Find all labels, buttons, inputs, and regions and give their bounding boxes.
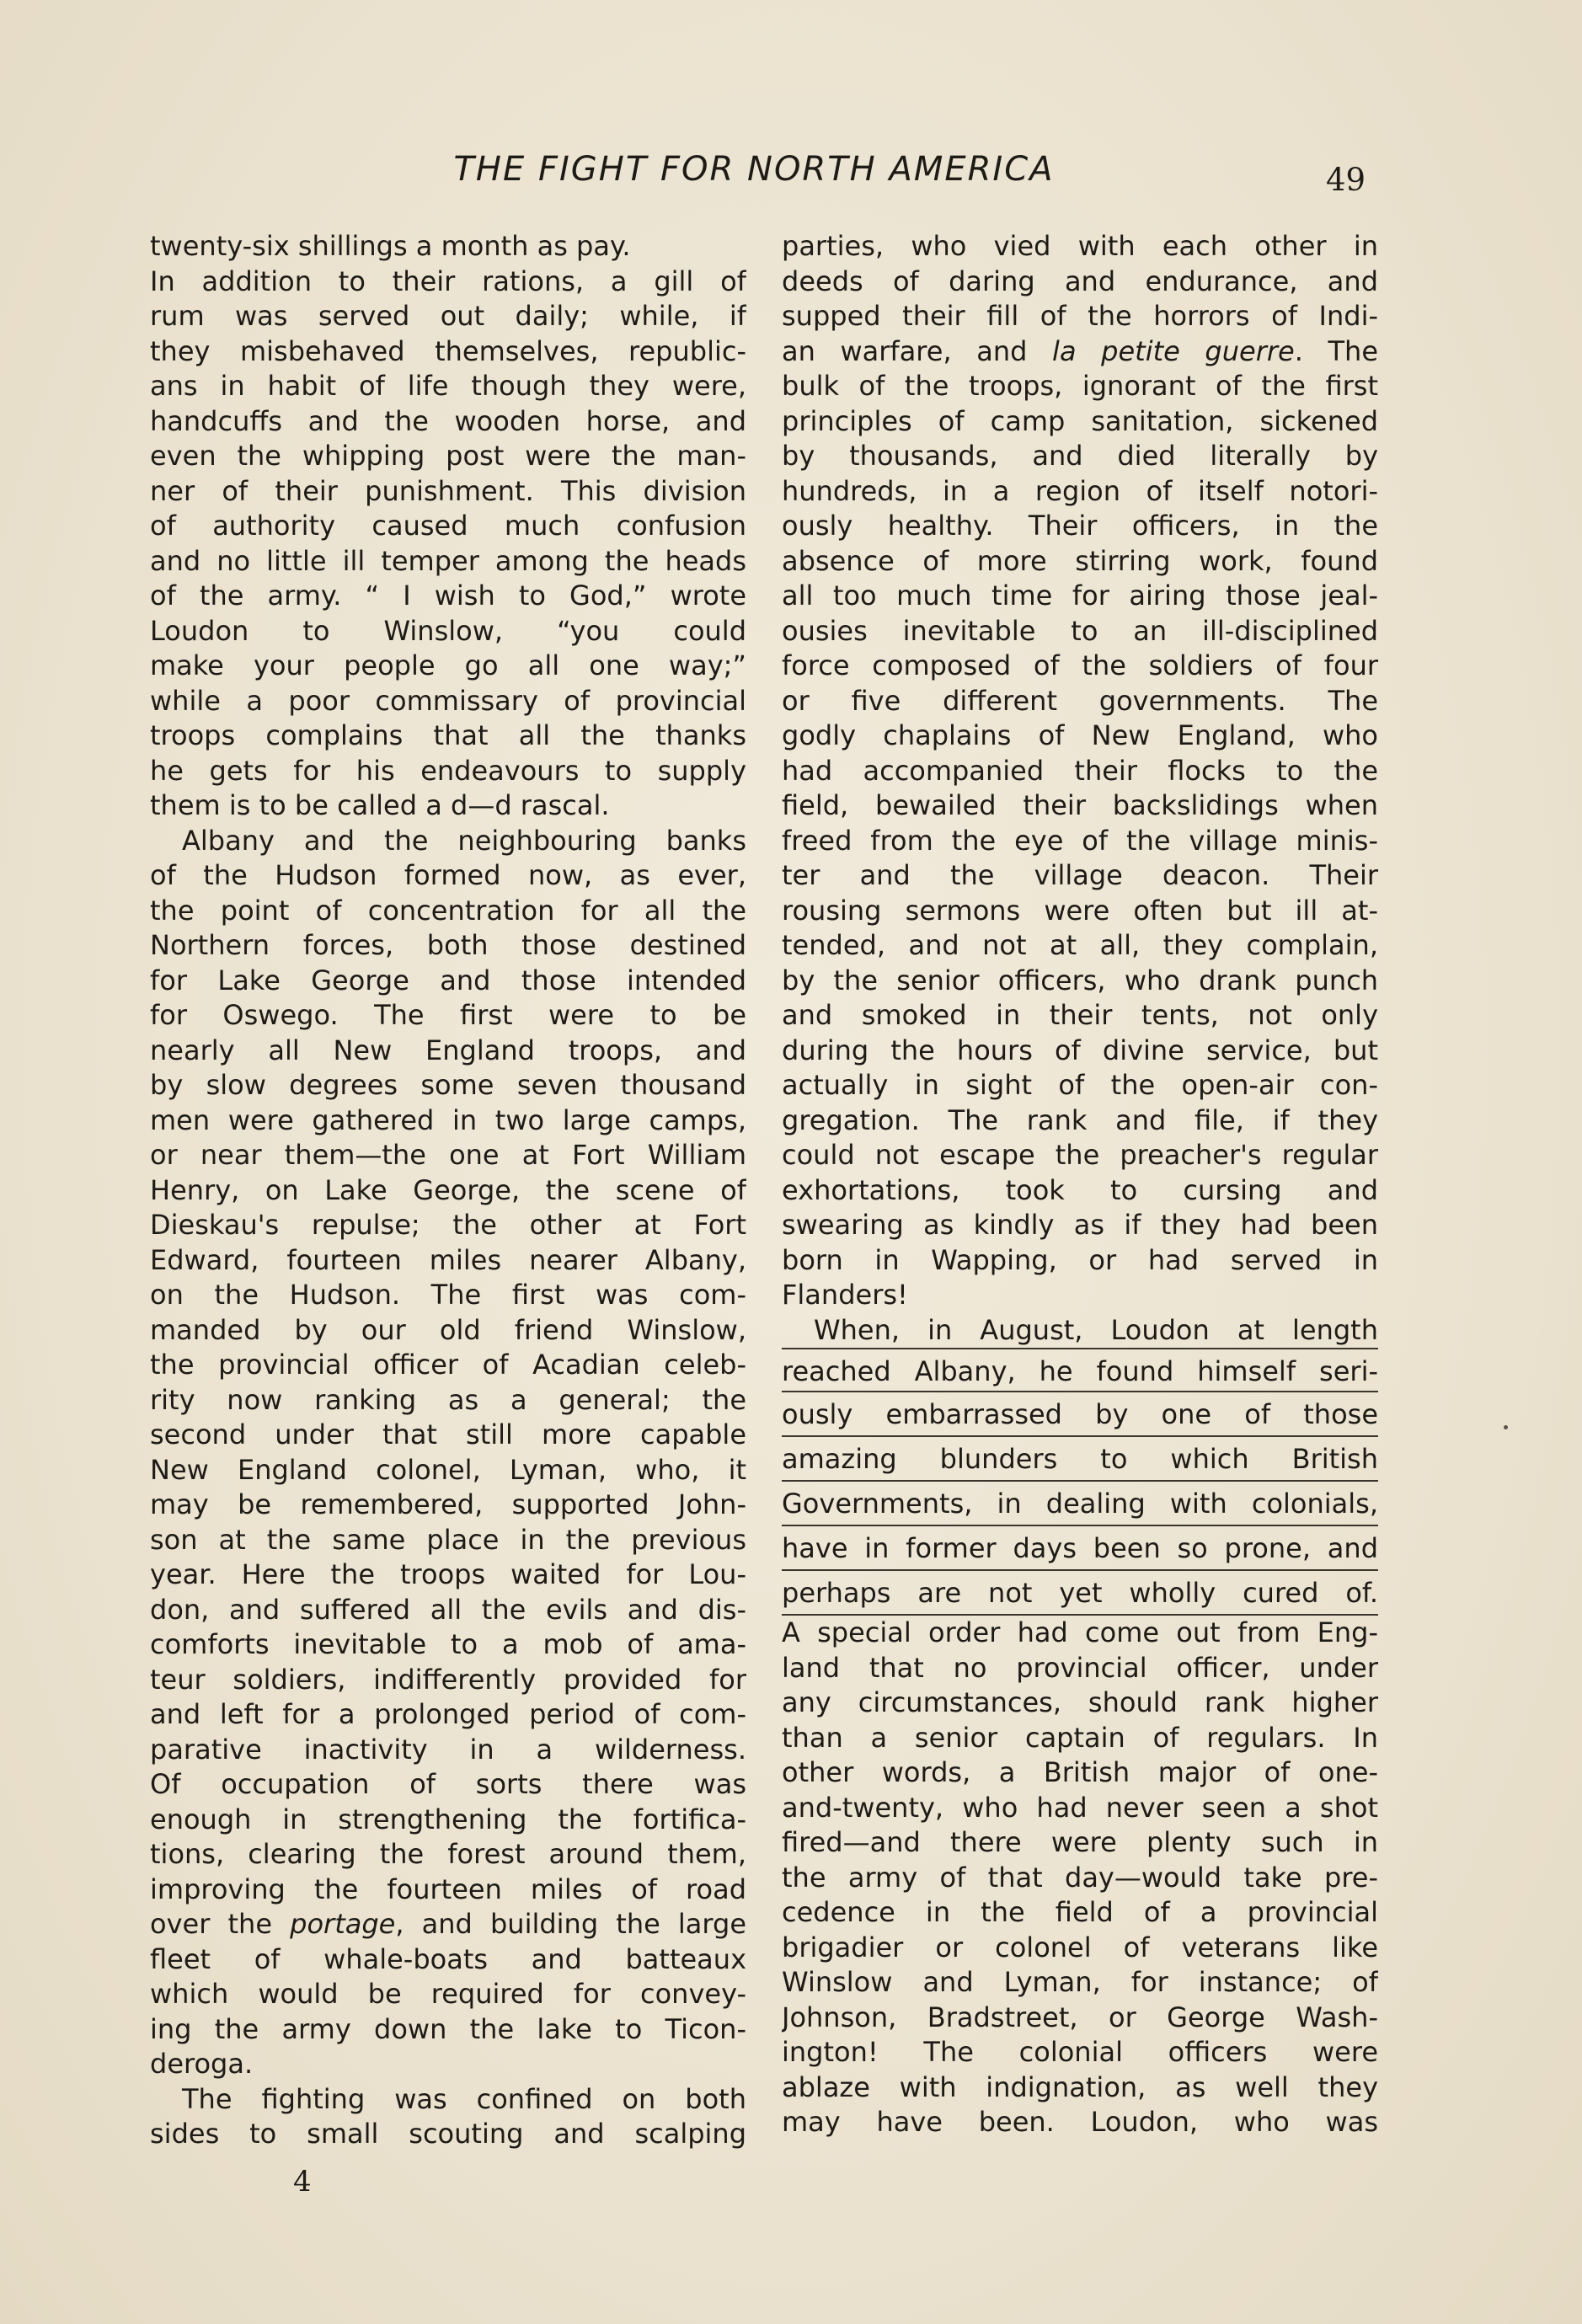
text-line: or near them—the one at Fort William bbox=[150, 1139, 746, 1171]
text-line: rum was served out daily; while, if bbox=[150, 300, 746, 332]
text-line: second under that still more capable bbox=[150, 1418, 746, 1450]
text-line: even the whipping post were the man- bbox=[150, 440, 746, 472]
text-line: rousing sermons were often but ill at- bbox=[782, 894, 1378, 927]
text-line: any circumstances, should rank higher bbox=[782, 1686, 1378, 1718]
text-line: ousies inevitable to an ill-disciplined bbox=[782, 614, 1378, 647]
text-line: while a poor commissary of provincial bbox=[150, 684, 746, 717]
text-line: deeds of daring and endurance, and bbox=[782, 264, 1378, 297]
running-title: THE FIGHT FOR NORTH AMERICA bbox=[453, 150, 1055, 189]
text-line: reached Albany, he found himself seri- bbox=[782, 1348, 1378, 1392]
text-line: exhortations, took to cursing and bbox=[782, 1173, 1378, 1206]
text-line: deroga. bbox=[150, 2048, 254, 2080]
text-line: bulk of the troops, ignorant of the first bbox=[782, 370, 1378, 402]
text-line: he gets for his endeavours to supply bbox=[150, 754, 746, 787]
text-line: ously healthy. Their officers, in the bbox=[782, 510, 1378, 542]
text-line: ter and the village deacon. Their bbox=[782, 859, 1378, 891]
text-line: year. Here the troops waited for Lou- bbox=[150, 1558, 746, 1590]
ink-speck bbox=[1504, 1425, 1508, 1429]
text-line: by slow degrees some seven thousand bbox=[150, 1069, 746, 1101]
text-line: other words, a British major of one- bbox=[782, 1756, 1378, 1788]
text-line: Dieskau's repulse; the other at Fort bbox=[150, 1209, 746, 1241]
text-line: born in Wapping, or had served in bbox=[782, 1243, 1378, 1276]
text-line: fleet of whale-boats and batteaux bbox=[150, 1942, 746, 1975]
text-segment: . The bbox=[1294, 334, 1378, 367]
text-line: sides to small scouting and scalping bbox=[150, 2118, 746, 2150]
page-number: 49 bbox=[1326, 162, 1366, 198]
text-line: which would be required for convey- bbox=[150, 1978, 746, 2010]
text-line: Henry, on Lake George, the scene of bbox=[150, 1173, 746, 1206]
right-column bbox=[782, 229, 1378, 2140]
text-line: may be remembered, supported John- bbox=[150, 1488, 746, 1520]
text-line: Of occupation of sorts there was bbox=[150, 1768, 746, 1800]
text-line: Edward, fourteen miles nearer Albany, bbox=[150, 1243, 746, 1276]
italic-term: la petite guerre bbox=[1052, 334, 1295, 367]
text-line: A special order had come out from Eng- bbox=[782, 1616, 1378, 1648]
text-line: principles of camp sanitation, sickened bbox=[782, 404, 1378, 437]
text-line: When, in August, Loudon at length bbox=[814, 1313, 1378, 1346]
text-line: hundreds, in a region of itself notori- bbox=[782, 474, 1378, 507]
text-line: and left for a prolonged period of com- bbox=[150, 1698, 746, 1730]
text-line: freed from the eye of the village minis- bbox=[782, 824, 1378, 857]
left-column bbox=[150, 229, 746, 2152]
text-line: gregation. The rank and file, if they bbox=[782, 1103, 1378, 1136]
text-line: tended, and not at all, they complain, bbox=[782, 929, 1378, 961]
text-line: ously embarrassed by one of those bbox=[782, 1392, 1378, 1437]
text-line: have in former days been so prone, and bbox=[782, 1526, 1378, 1571]
text-line: make your people go all one way;” bbox=[150, 649, 746, 681]
text-line: ington! The colonial officers were bbox=[782, 2036, 1378, 2068]
text-line: parative inactivity in a wilderness. bbox=[150, 1733, 746, 1766]
text-line: perhaps are not yet wholly cured of. bbox=[782, 1571, 1378, 1616]
text-line: Northern forces, both those destined bbox=[150, 929, 746, 961]
text-line: handcuffs and the wooden horse, and bbox=[150, 404, 746, 437]
text-line: Albany and the neighbouring banks bbox=[182, 824, 746, 857]
text-line: Governments, in dealing with colonials, bbox=[782, 1482, 1378, 1526]
text-line: swearing as kindly as if they had been bbox=[782, 1209, 1378, 1241]
text-line: or five different governments. The bbox=[782, 684, 1378, 717]
text-line: cedence in the field of a provincial bbox=[782, 1896, 1378, 1928]
text-line: the provincial officer of Acadian celeb- bbox=[150, 1349, 746, 1381]
text-line: of authority caused much confusion bbox=[150, 510, 746, 542]
italic-term: portage bbox=[290, 1908, 396, 1940]
text-line: The fighting was confined on both bbox=[182, 2082, 746, 2115]
text-line: don, and suffered all the evils and dis- bbox=[150, 1593, 746, 1626]
text-line: ner of their punishment. This division bbox=[150, 474, 746, 507]
text-line: of the Hudson formed now, as ever, bbox=[150, 859, 746, 891]
text-line: for Oswego. The first were to be bbox=[150, 999, 746, 1031]
text-line: men were gathered in two large camps, bbox=[150, 1103, 746, 1136]
text-line: rity now ranking as a general; the bbox=[150, 1383, 746, 1416]
text-line: land that no provincial officer, under bbox=[782, 1651, 1378, 1684]
text-line: of the army. “ I wish to God,” wrote bbox=[150, 580, 746, 612]
text-line: for Lake George and those intended bbox=[150, 964, 746, 996]
text-line bbox=[150, 1907, 746, 1942]
text-segment: , and building the large bbox=[395, 1908, 746, 1940]
text-line: tions, clearing the forest around them, bbox=[150, 1838, 746, 1870]
text-line: troops complains that all the thanks bbox=[150, 719, 746, 751]
text-line: ans in habit of life though they were, bbox=[150, 370, 746, 402]
text-line: comforts inevitable to a mob of ama- bbox=[150, 1628, 746, 1660]
text-line: and no little ill temper among the heads bbox=[150, 544, 746, 577]
signature-mark: 4 bbox=[293, 2165, 312, 2198]
text-line: ing the army down the lake to Ticon- bbox=[150, 2012, 746, 2045]
text-line: by the senior officers, who drank punch bbox=[782, 964, 1378, 996]
text-line: supped their fill of the horrors of Indi- bbox=[782, 300, 1378, 332]
text-line: parties, who vied with each other in bbox=[782, 230, 1378, 262]
text-line: improving the fourteen miles of road bbox=[150, 1873, 746, 1905]
text-line: ablaze with indignation, as well they bbox=[782, 2070, 1378, 2103]
text-line: enough in strengthening the fortifica- bbox=[150, 1803, 746, 1835]
text-line: In addition to their rations, a gill of bbox=[150, 264, 746, 297]
text-line: absence of more stirring work, found bbox=[782, 544, 1378, 577]
text-segment: an warfare, and bbox=[782, 334, 1053, 367]
text-line: by thousands, and died literally by bbox=[782, 440, 1378, 472]
text-line: than a senior captain of regulars. In bbox=[782, 1721, 1378, 1754]
text-line: manded by our old friend Winslow, bbox=[150, 1313, 746, 1346]
text-line: them is to be called a d—d rascal. bbox=[150, 789, 610, 821]
text-line: during the hours of divine service, but bbox=[782, 1034, 1378, 1066]
text-line: New England colonel, Lyman, who, it bbox=[150, 1453, 746, 1486]
text-line: Flanders! bbox=[782, 1279, 908, 1311]
text-segment: over the bbox=[150, 1908, 291, 1940]
text-line: son at the same place in the previous bbox=[150, 1523, 746, 1556]
text-line: Winslow and Lyman, for instance; of bbox=[782, 1966, 1378, 1998]
text-line: nearly all New England troops, and bbox=[150, 1034, 746, 1066]
text-line: had accompanied their flocks to the bbox=[782, 754, 1378, 787]
text-line: force composed of the soldiers of four bbox=[782, 649, 1378, 681]
text-line: twenty-six shillings a month as pay. bbox=[150, 230, 631, 262]
text-line: the point of concentration for all the bbox=[150, 894, 746, 927]
text-line: teur soldiers, indifferently provided for bbox=[150, 1663, 746, 1696]
text-line: could not escape the preacher's regular bbox=[782, 1139, 1378, 1171]
text-line: Loudon to Winslow, “you could bbox=[150, 614, 746, 647]
text-line: the army of that day—would take pre- bbox=[782, 1861, 1378, 1894]
text-line: brigadier or colonel of veterans like bbox=[782, 1931, 1378, 1963]
text-line: on the Hudson. The first was com- bbox=[150, 1279, 746, 1311]
text-line: godly chaplains of New England, who bbox=[782, 719, 1378, 751]
text-line: they misbehaved themselves, republic- bbox=[150, 334, 746, 367]
ruled-passage bbox=[782, 1348, 1378, 1616]
text-line: all too much time for airing those jeal- bbox=[782, 580, 1378, 612]
text-line bbox=[782, 334, 1378, 370]
text-line: field, bewailed their backslidings when bbox=[782, 789, 1378, 821]
text-line: amazing blunders to which British bbox=[782, 1437, 1378, 1482]
text-line: and-twenty, who had never seen a shot bbox=[782, 1791, 1378, 1824]
text-line: Johnson, Bradstreet, or George Wash- bbox=[782, 2001, 1378, 2033]
text-line: and smoked in their tents, not only bbox=[782, 999, 1378, 1031]
text-line: actually in sight of the open-air con- bbox=[782, 1069, 1378, 1101]
text-line: may have been. Loudon, who was bbox=[782, 2106, 1378, 2138]
text-line: fired—and there were plenty such in bbox=[782, 1826, 1378, 1858]
